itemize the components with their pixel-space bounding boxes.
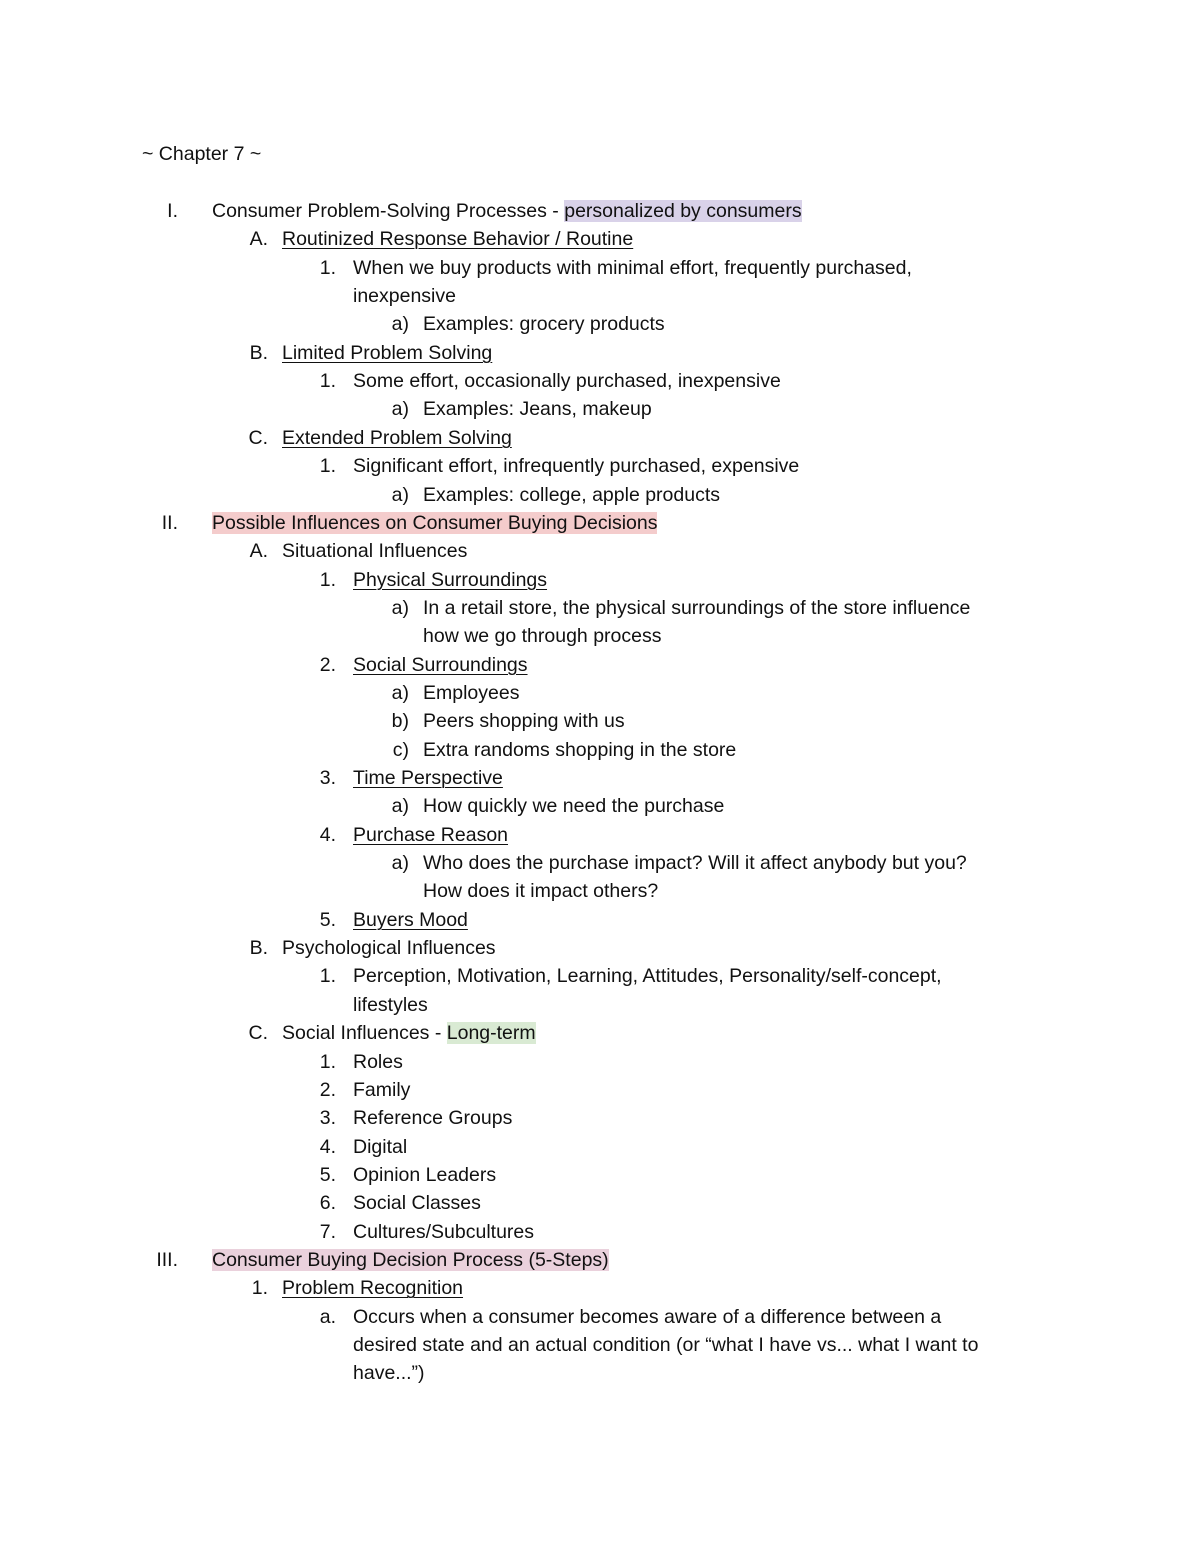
outline-text: Some effort, occasionally purchased, inexpensive	[353, 370, 781, 393]
outline-item	[212, 1246, 609, 1274]
outline-item	[353, 1359, 425, 1387]
outline-marker: a)	[391, 398, 409, 421]
outline-text: Who does the purchase impact? Will it affect anybody but you?	[423, 852, 967, 875]
outline-item	[282, 537, 467, 565]
outline-marker: 1.	[319, 455, 336, 478]
outline-item	[353, 452, 799, 480]
outline-item	[353, 254, 912, 282]
outline-text: Perception, Motivation, Learning, Attitudes, Personality/self-concept,	[353, 965, 942, 988]
outline-item	[423, 736, 736, 764]
outline-item	[423, 792, 724, 820]
outline-text: In a retail store, the physical surroundings of the store influence	[423, 596, 971, 619]
outline-item	[353, 651, 528, 679]
highlighted-text: Long-term	[446, 1022, 536, 1045]
chapter-title: ~ Chapter 7 ~	[142, 143, 262, 165]
outline-item	[353, 906, 468, 934]
outline-item	[282, 339, 492, 367]
outline-text: Examples: grocery products	[423, 313, 665, 336]
outline-text: How does it impact others?	[423, 880, 659, 903]
outline-text: Digital	[353, 1135, 408, 1158]
outline-item	[353, 282, 456, 310]
outline-item	[282, 1274, 463, 1302]
outline-marker: a)	[391, 852, 409, 875]
outline-item	[353, 1189, 481, 1217]
highlighted-text: personalized by consumers	[564, 200, 802, 222]
outline-marker: 2.	[319, 1078, 336, 1101]
highlighted-text: Possible Influences on Consumer Buying Decisions	[212, 511, 658, 534]
outline-text: When we buy products with minimal effort, frequently purchased,	[353, 256, 912, 279]
outline-text: Situational Influences	[282, 540, 468, 563]
underlined-heading: Routinized Response Behavior / Routine	[282, 228, 634, 251]
outline-marker: 1.	[319, 256, 336, 279]
outline-item	[353, 1133, 407, 1161]
outline-item	[353, 1076, 410, 1104]
outline-text: Family	[353, 1078, 411, 1101]
outline-marker: B.	[249, 341, 268, 364]
outline-text: Peers shopping with us	[423, 710, 625, 733]
outline-item	[353, 1048, 403, 1076]
outline-marker: C.	[248, 1022, 268, 1045]
outline-item	[353, 764, 503, 792]
outline-text: Examples: college, apple products	[423, 483, 721, 506]
outline-marker: 1.	[319, 1050, 336, 1073]
outline-item	[423, 310, 665, 338]
outline-marker: 4.	[319, 823, 336, 846]
outline-marker: II.	[161, 511, 178, 534]
outline-marker: a)	[391, 313, 409, 336]
outline-marker: 5.	[319, 1163, 336, 1186]
outline-text: lifestyles	[353, 993, 428, 1016]
underlined-heading: Buyers Mood	[353, 908, 468, 931]
outline-marker: C.	[248, 426, 268, 449]
outline-text: How quickly we need the purchase	[423, 795, 725, 818]
outline-marker: 4.	[319, 1135, 336, 1158]
outline-marker: 5.	[319, 908, 336, 931]
outline-text: desired state and an actual condition (or “what I have vs... what I want to	[353, 1334, 979, 1356]
outline-marker: 3.	[319, 767, 336, 789]
outline-marker: a)	[391, 483, 409, 506]
outline-text: Social Classes	[353, 1192, 481, 1215]
outline-marker: 6.	[319, 1192, 336, 1215]
outline-item	[353, 566, 547, 594]
underlined-heading: Social Surroundings	[353, 653, 528, 676]
outline-item	[353, 821, 508, 849]
outline-text: Examples: Jeans, makeup	[423, 398, 652, 421]
outline-item	[353, 367, 781, 395]
outline-text: inexpensive	[353, 285, 456, 308]
outline-text: Extra randoms shopping in the store	[423, 738, 737, 761]
highlighted-text: Consumer Buying Decision Process (5-Steps)	[212, 1248, 609, 1271]
outline-item	[212, 197, 802, 225]
outline-marker: a)	[391, 596, 409, 619]
outline-item	[282, 934, 496, 962]
outline-item	[423, 679, 519, 707]
outline-marker: b)	[391, 710, 409, 733]
outline-marker: 7.	[319, 1220, 336, 1243]
outline-text: Cultures/Subcultures	[353, 1220, 535, 1243]
outline-item	[353, 1161, 496, 1189]
outline-marker: a)	[391, 681, 409, 704]
outline-marker: 2.	[319, 653, 336, 676]
outline-text: Opinion Leaders	[353, 1163, 497, 1186]
outline-text: Consumer Problem-Solving Processes -	[212, 200, 565, 222]
outline-item	[353, 1331, 978, 1359]
outline-marker: 3.	[319, 1107, 336, 1130]
outline-item	[353, 1104, 512, 1132]
outline-marker: A.	[249, 228, 268, 251]
outline-item	[353, 1218, 534, 1246]
outline-item	[282, 225, 633, 253]
outline-marker: a.	[319, 1305, 336, 1328]
outline-text: Social Influences -	[282, 1022, 447, 1045]
outline-item	[212, 509, 657, 537]
outline-marker: a)	[391, 795, 409, 818]
outline-item	[423, 707, 625, 735]
outline-text: have...”)	[353, 1362, 425, 1385]
outline-marker: c)	[392, 738, 409, 761]
outline-text: Significant effort, infrequently purchased, expensive	[353, 455, 800, 478]
outline-text: Psychological Influences	[282, 937, 496, 960]
outline-text: Reference Groups	[353, 1107, 513, 1130]
underlined-heading: Time Perspective	[353, 767, 503, 789]
outline-item	[353, 991, 428, 1019]
outline-marker: 1.	[319, 370, 336, 393]
outline-marker: III.	[156, 1248, 178, 1271]
underlined-heading: Limited Problem Solving	[282, 341, 493, 364]
outline-text: how we go through process	[423, 625, 662, 648]
underlined-heading: Extended Problem Solving	[282, 426, 512, 449]
outline-item	[423, 481, 720, 509]
outline-item	[353, 1303, 941, 1331]
outline-text: Employees	[423, 681, 520, 704]
outline-marker: 1.	[319, 965, 336, 988]
outline-item	[423, 395, 652, 423]
outline-text: Occurs when a consumer becomes aware of a difference between a	[353, 1305, 942, 1328]
outline-marker: A.	[249, 540, 268, 563]
underlined-heading: Physical Surroundings	[353, 568, 548, 591]
outline-item	[423, 622, 661, 650]
outline-text: Roles	[353, 1050, 403, 1073]
underlined-heading: Purchase Reason	[353, 823, 509, 846]
outline-item	[282, 1019, 536, 1047]
outline-marker: B.	[249, 937, 268, 960]
outline-item	[423, 877, 658, 905]
outline-marker: 1.	[251, 1277, 268, 1300]
outline-marker: I.	[167, 200, 178, 222]
outline-item	[423, 849, 967, 877]
outline-marker: 1.	[319, 568, 336, 591]
outline-item	[353, 962, 942, 990]
underlined-heading: Problem Recognition	[282, 1277, 464, 1300]
outline-item	[282, 424, 512, 452]
outline-item	[423, 594, 970, 622]
